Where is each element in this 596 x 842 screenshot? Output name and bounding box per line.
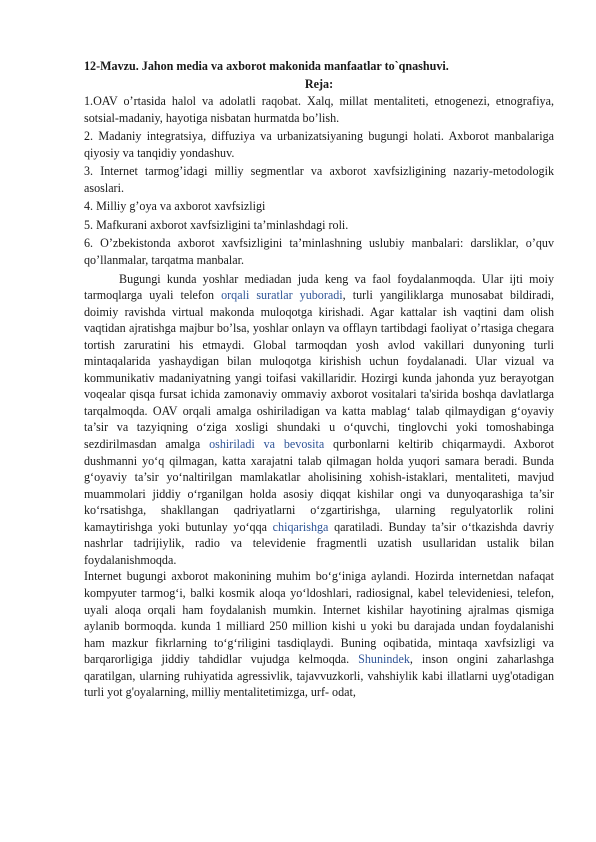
paragraph-1-text-b: , turli yangiliklarga munosabat bildiradi, doimiy ravishda virtual makonda muloqotga kirishadi. Agar kattalar ish vaqtini dam olish vaqtidan ajratishga majbur bo’lsa, yoshlar onlayn va offlayn tartibdagi faoliyat o’rtasiga chegara tortish zaruratini his etmaydi. Global tarmoqdan yosh avlod vakillari dunyoning turli mintaqalarida yashaydigan bilan muloqotga kirishish uchun foydalanadi. Ular vizual va kommunikativ madaniyatning yangi toifasi vakillaridir. Hozirgi kunda jahonda yuz berayotgan voqealar qisqa fursat ichida zamonaviy ommaviy axborot vositalari ta'sirida boshqa davlatlarga tarqalmoqda. OAV orqali amalga oshiriladigan va katta mablag‘ talab qilmaydigan g‘oyaviy ta’sir va tazyiqning o‘ziga xosligi shundaki u o‘quvchi, tinglovchi yoki tomoshabinga sezdirilmasdan amalga	[84, 288, 554, 452]
plan-item-6: 6. O’zbekistonda axborot xavfsizligini ta’minlashning uslubiy manbalari: darsliklar, o’quv qo’llanmalar, tarqatma manbalar.	[84, 236, 554, 268]
paragraph-2-text-b: , inson ongini zaharlashga qaratilgan, ularning ruhiyatida agressivlik, tajavvuzkorli, vahshiylik kabi illatlarni uyg'otadigan turli yot g'oyalarning, milliy mentalitetimizga, urf- odat,	[84, 652, 554, 700]
paragraph-1-text-d: qaratiladi. Bunday ta’sir o‘tkazishda davriy nashrlar tadrijiylik, radio va televidenie fragmentli uzatish usullaridan ustalik bilan foydalanishmoqda.	[84, 519, 554, 567]
plan-list	[84, 93, 554, 268]
paragraph-1-link-a[interactable]: orqali suratlar yuboradi	[221, 288, 343, 303]
plan-item-1: 1.OAV o’rtasida halol va adolatli raqobat. Xalq, millat mentaliteti, etnogenezi, etnografiya, sotsial-madaniy, hayotiga nisbatan hurmatda bo’lish.	[84, 94, 554, 125]
paragraph-2-link-a[interactable]: Shunindek	[358, 652, 410, 667]
body-paragraph-2	[84, 568, 554, 700]
paragraph-2-text-a: Internet bugungi axborot makonining muhim bo‘g‘iniga aylandi. Hozirda internetdan nafaqat kompyuter tarmog‘i, balki kosmik aloqa yo‘ldoshlari, radiosignal, kabel televideniesi, telefon, uyali aloqa orqali ham foydalanish mumkin. Internet kishilar hayotining ajralmas qismiga aylanib bormoqda. kunda 1 milliard 250 million kishi u yoki bu darajada undan foydalanishi ham mazkur fikrlarning to‘g‘riligini tasdiqlaydi. Buning oqibatida, mintaqa xavfsizligi va barqarorligiga jiddiy tahdidlar vujudga kelmoqda.	[84, 569, 554, 667]
paragraph-1-link-c[interactable]: chiqarishga	[272, 519, 329, 534]
document-page	[84, 58, 554, 701]
plan-item-4: 4. Milliy g’oya va axborot xavfsizligi	[84, 199, 266, 214]
plan-item-3: 3. Internet tarmog’idagi milliy segmentlar va axborot xavfsizligining nazariy-metodologik asoslari.	[84, 164, 554, 195]
plan-item-2: 2. Madaniy integratsiya, diffuziya va urbanizatsiyaning bugungi holati. Axborot manbalariga qiyosiy va tanqidiy yondashuv.	[84, 129, 554, 160]
plan-item-5: 5. Mafkurani axborot xavfsizligini ta’minlashdagi roli.	[84, 217, 349, 232]
paragraph-1-text-a: Bugungi kunda yoshlar mediadan juda keng va faol foydalanmoqda. Ular ijti moiy tarmoqlarga uyali telefon	[84, 271, 554, 303]
paragraph-1-link-b[interactable]: oshiriladi va bevosita	[209, 437, 325, 452]
paragraph-1-text-c: qurbonlarni keltirib chiqarmaydi. Axborot dushmanni yo‘q qilmagan, katta xarajatni talab qilmagan holda yuqori samara beradi. Bunda g‘oyaviy ta’sir yo‘naltirilgan mamlakatlar aholisining xohish-istaklari, mentaliteti, mavjud muammolari jiddiy o‘rganilgan holda asosiy diqqat kishilar ongi va dunyoqarashiga ta’sir ko‘rsatishga, shakllangan qadriyatlarni o‘zgartirishga, ularning regulyatorlik rolini kamaytirishga yoki butunlay yo‘qqa	[84, 437, 554, 534]
body-paragraph-1	[84, 271, 554, 569]
plan-heading: Reja:	[304, 76, 334, 91]
document-title: 12-Mavzu. Jahon media va axborot makonida manfaatlar to`qnashuvi.	[84, 59, 449, 73]
